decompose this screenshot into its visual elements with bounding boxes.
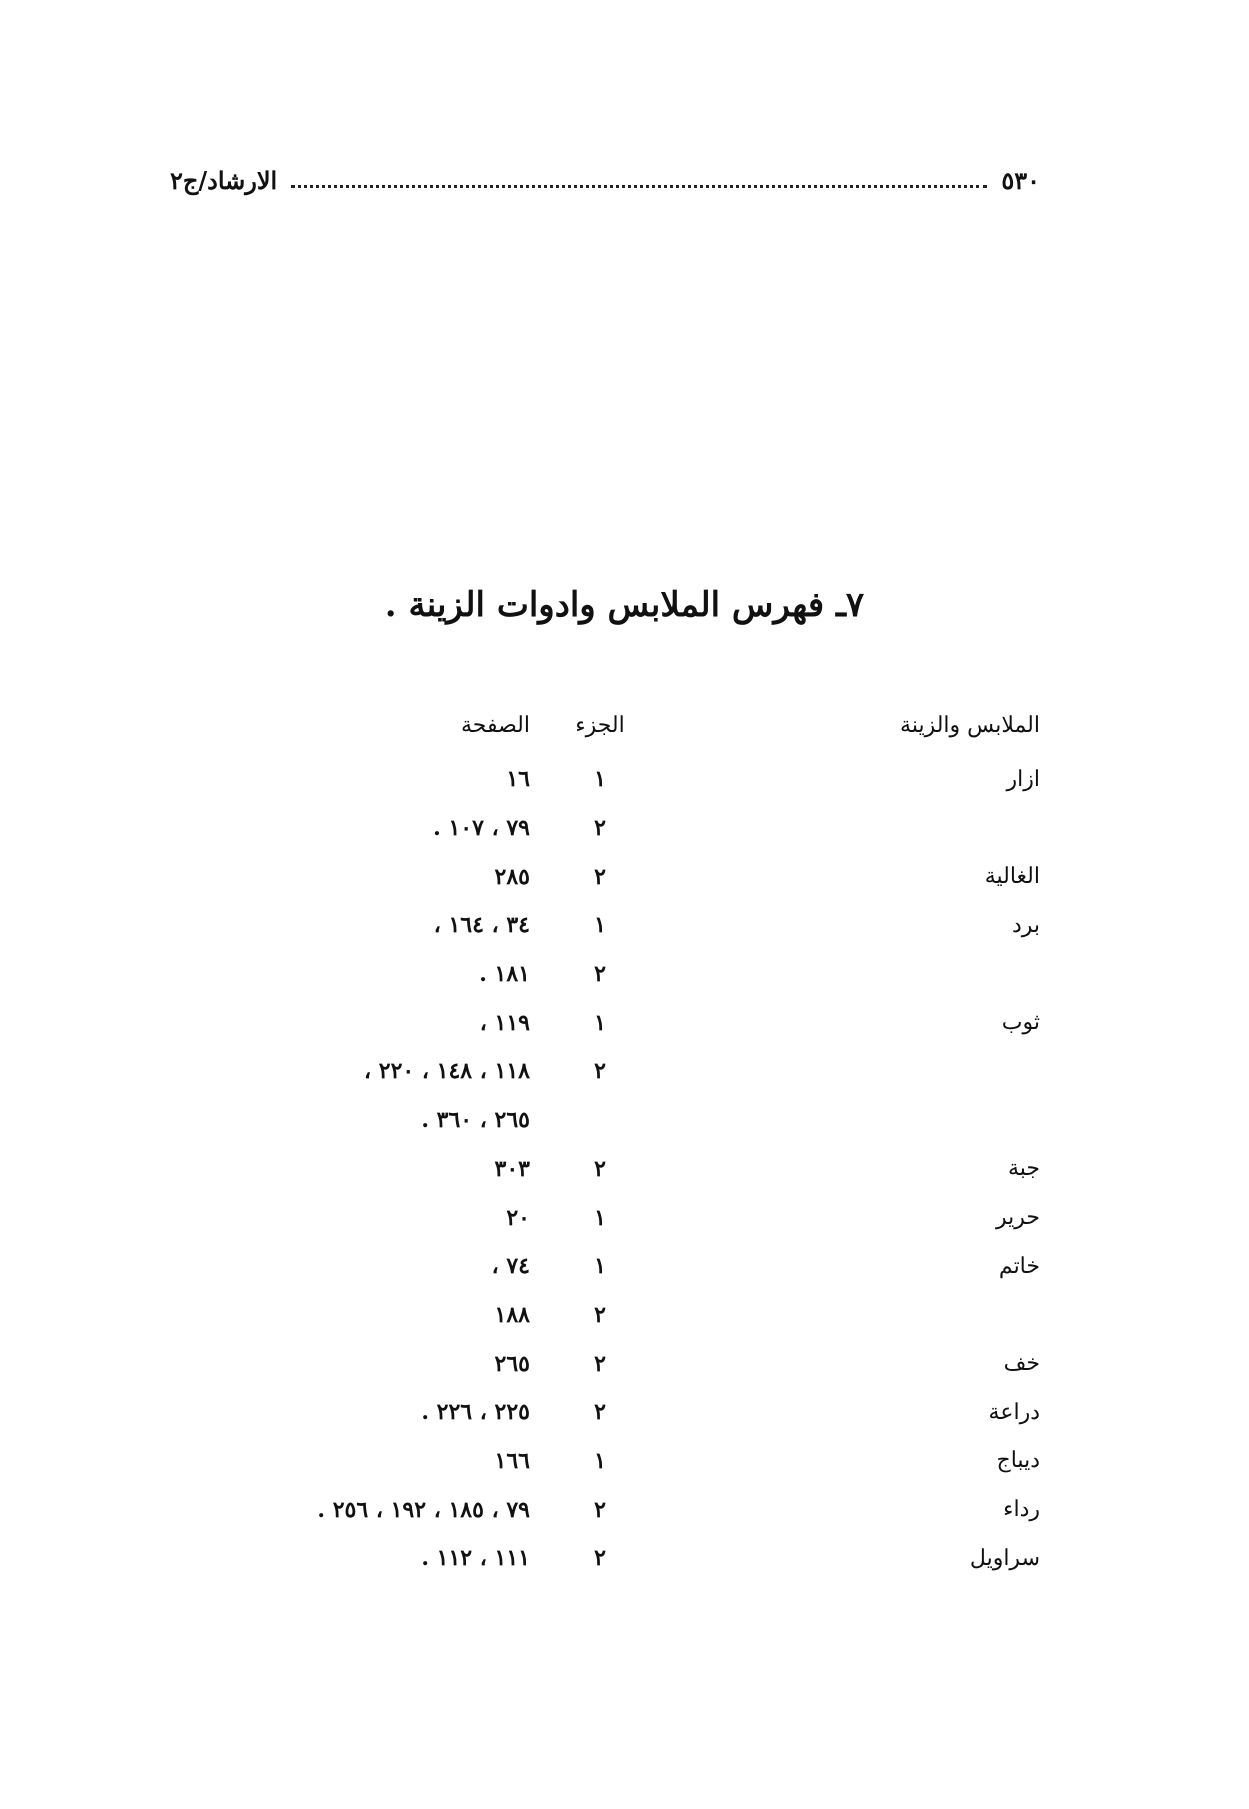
table-row — [170, 804, 1040, 853]
part-cell: ٢ — [594, 815, 606, 842]
table-row — [170, 1339, 1040, 1388]
item-cell: ديباج — [996, 1448, 1040, 1474]
pages-cell: ٧٩ ، ١٨٥ ، ١٩٢ ، ٢٥٦ . — [317, 1496, 530, 1523]
item-cell: دراعة — [988, 1399, 1040, 1425]
part-cell: ٢ — [594, 863, 606, 890]
pages-cell: ٢٠ — [506, 1204, 530, 1231]
section-title: ٧ـ فهرس الملابس وادوات الزينة . — [384, 585, 865, 625]
item-cell: جبة — [1007, 1156, 1040, 1182]
item-cell: خف — [1003, 1351, 1040, 1377]
table-row — [170, 1437, 1040, 1486]
table-row — [170, 901, 1040, 950]
table-row — [170, 1047, 1040, 1096]
pages-cell: ١١١ ، ١١٢ . — [421, 1545, 530, 1572]
table-row — [170, 1291, 1040, 1340]
part-cell: ١ — [594, 766, 606, 793]
item-cell: سراويل — [969, 1545, 1040, 1571]
part-cell: ٢ — [594, 1155, 606, 1182]
part-cell: ٢ — [594, 1399, 606, 1426]
item-cell: خاتم — [998, 1253, 1040, 1279]
part-cell: ٢ — [594, 1301, 606, 1328]
part-cell: ٢ — [594, 1350, 606, 1377]
part-cell: ١ — [594, 1447, 606, 1474]
item-cell: الغالية — [984, 864, 1040, 890]
column-header-pages: الصفحة — [460, 712, 530, 738]
index-table — [170, 695, 1040, 1583]
pages-cell: ٢٨٥ — [494, 863, 530, 890]
table-row — [170, 998, 1040, 1047]
pages-cell: ١١٨ ، ١٤٨ ، ٢٢٠ ، — [364, 1058, 530, 1085]
table-row — [170, 1193, 1040, 1242]
part-cell: ٢ — [594, 1058, 606, 1085]
item-cell: ثوب — [1001, 1010, 1040, 1036]
pages-cell: ٧٤ ، — [491, 1253, 530, 1280]
table-row — [170, 1388, 1040, 1437]
column-header-item: الملابس والزينة — [900, 712, 1040, 738]
item-cell: برد — [1011, 912, 1040, 938]
pages-cell: ١٦٦ — [494, 1447, 530, 1474]
item-cell: ازار — [1006, 766, 1040, 792]
column-header-part: الجزء — [575, 712, 625, 738]
table-header — [170, 695, 1040, 755]
pages-cell: ١١٩ ، — [479, 1009, 530, 1036]
pages-cell: ٣٤ ، ١٦٤ ، — [433, 912, 530, 939]
table-row — [170, 755, 1040, 804]
pages-cell: ٢٦٥ ، ٣٦٠ . — [421, 1107, 530, 1134]
pages-cell: ٢٢٥ ، ٢٢٦ . — [421, 1399, 530, 1426]
part-cell: ٢ — [594, 961, 606, 988]
pages-cell: ٧٩ ، ١٠٧ . — [433, 815, 530, 842]
part-cell: ٢ — [594, 1545, 606, 1572]
pages-cell: ٣٠٣ — [494, 1155, 530, 1182]
page-number: ٥٣٠ — [1001, 165, 1040, 195]
pages-cell: ٢٦٥ — [494, 1350, 530, 1377]
pages-cell: ١٦ — [506, 766, 530, 793]
table-row — [170, 1242, 1040, 1291]
pages-cell: ١٨٨ — [494, 1301, 530, 1328]
book-title: الارشاد/ج٢ — [170, 165, 278, 195]
table-row — [170, 950, 1040, 999]
table-row — [170, 1534, 1040, 1583]
part-cell: ١ — [594, 1253, 606, 1280]
item-cell: حرير — [996, 1205, 1040, 1231]
part-cell: ١ — [594, 912, 606, 939]
item-cell: رداء — [1003, 1497, 1040, 1523]
part-cell: ٢ — [594, 1496, 606, 1523]
table-body — [170, 755, 1040, 1583]
running-header — [170, 160, 1040, 200]
pages-cell: ١٨١ . — [479, 961, 530, 988]
dot-leader — [291, 185, 987, 188]
table-row — [170, 1096, 1040, 1145]
table-row — [170, 1145, 1040, 1194]
part-cell: ١ — [594, 1009, 606, 1036]
table-row — [170, 852, 1040, 901]
table-row — [170, 1485, 1040, 1534]
part-cell: ١ — [594, 1204, 606, 1231]
